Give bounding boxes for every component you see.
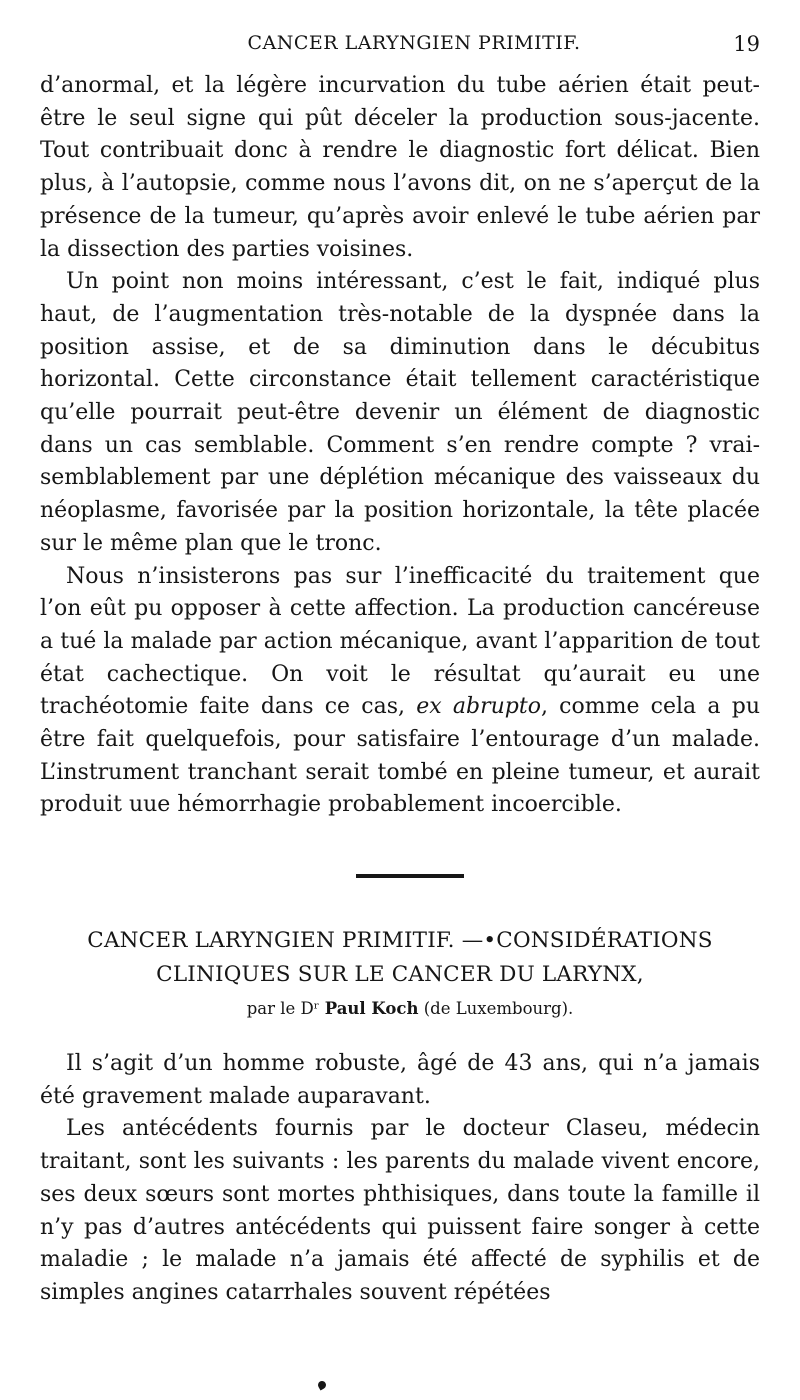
paragraph-traitement-part1: Nous n’insisterons pas sur l’inefficacité du traitement que l’on eût pu opposer à cette affection. La production cancéreuse a tué la malade par action mécanique, avant l’apparition de tout état cachectique. On voit le résultat qu’aurait eu une trachéotomie faite dans ce cas, (40, 563, 760, 720)
section-title-line-1: CANCER LARYNGIEN PRIMITIF. —•CONSIDÉRATIONS (87, 928, 713, 953)
paragraph-patient: Il s’agit d’un homme robuste, âgé de 43 ans, qui n’a jamais été gravement malade auparavant. (40, 1051, 760, 1109)
paragraph-antecedents: Les antécédents fournis par le docteur Claseu, médecin traitant, sont les suivants : les parents du malade vivent encore, ses deux sœurs sont mortes phthisiques, dans toute la famille il n’y pas d’autres antécédents qui puissent faire songer à cette maladie ; le malade n’a jamais été affecté de syphilis et de simples angines catarrhales souvent répétées (40, 1116, 760, 1305)
byline-prefix: par le Dʳ (246, 999, 320, 1018)
author-byline (40, 999, 760, 1018)
section-title (20, 924, 780, 992)
section-title-line-2: CLINIQUES SUR LE CANCER DU LARYNX, (156, 962, 644, 987)
section-divider (356, 874, 464, 878)
paragraph-traitement-part2: , comme cela a pu être fait quelquefois, pour satisfaire l’entourage d’un malade. L’instrument tranchant serait tombé en pleine tumeur, et aurait produit uue hémorrhagie probablement incoercible. (40, 694, 760, 818)
ink-mark (317, 1380, 328, 1391)
italic-ex-abrupto: ex abrupto (416, 694, 541, 720)
paragraph-traitement (40, 561, 760, 823)
body-text-top (40, 70, 760, 822)
page-number: 19 (733, 32, 760, 56)
page-header (40, 32, 760, 62)
author-name: Paul Koch (324, 999, 419, 1018)
paragraph-dyspnee: Un point non moins intéressant, c’est le fait, indiqué plus haut, de l’augmentation très-notable de la dyspnée dans la position assise, et de sa diminution dans le décubitus horizontal. Cette circonstance était tellement caractéristique qu’elle pourrait peut-être devenir un élément de diagnostic dans un cas semblable. Comment s’en rendre compte ? vraisemblablement par une déplétion mécanique des vaisseaux du néoplasme, favorisée par la position horizontale, la tête placée sur le même plan que le tronc. (40, 269, 760, 556)
paragraph-continuation: d’anormal, et la légère incurvation du tube aérien était peut-être le seul signe qui pût déceler la production sous-jacente. Tout contribuait donc à rendre le diagnostic fort délicat. Bien plus, à l’autopsie, comme nous l’avons dit, on ne s’aperçut de la présence de la tumeur, qu’après avoir enlevé le tube aérien par la dissection des parties voisines. (40, 73, 760, 262)
byline-suffix: (de Luxembourg). (423, 999, 574, 1018)
running-head: CANCER LARYNGIEN PRIMITIF. (247, 32, 581, 54)
body-text-bottom (40, 1048, 760, 1310)
